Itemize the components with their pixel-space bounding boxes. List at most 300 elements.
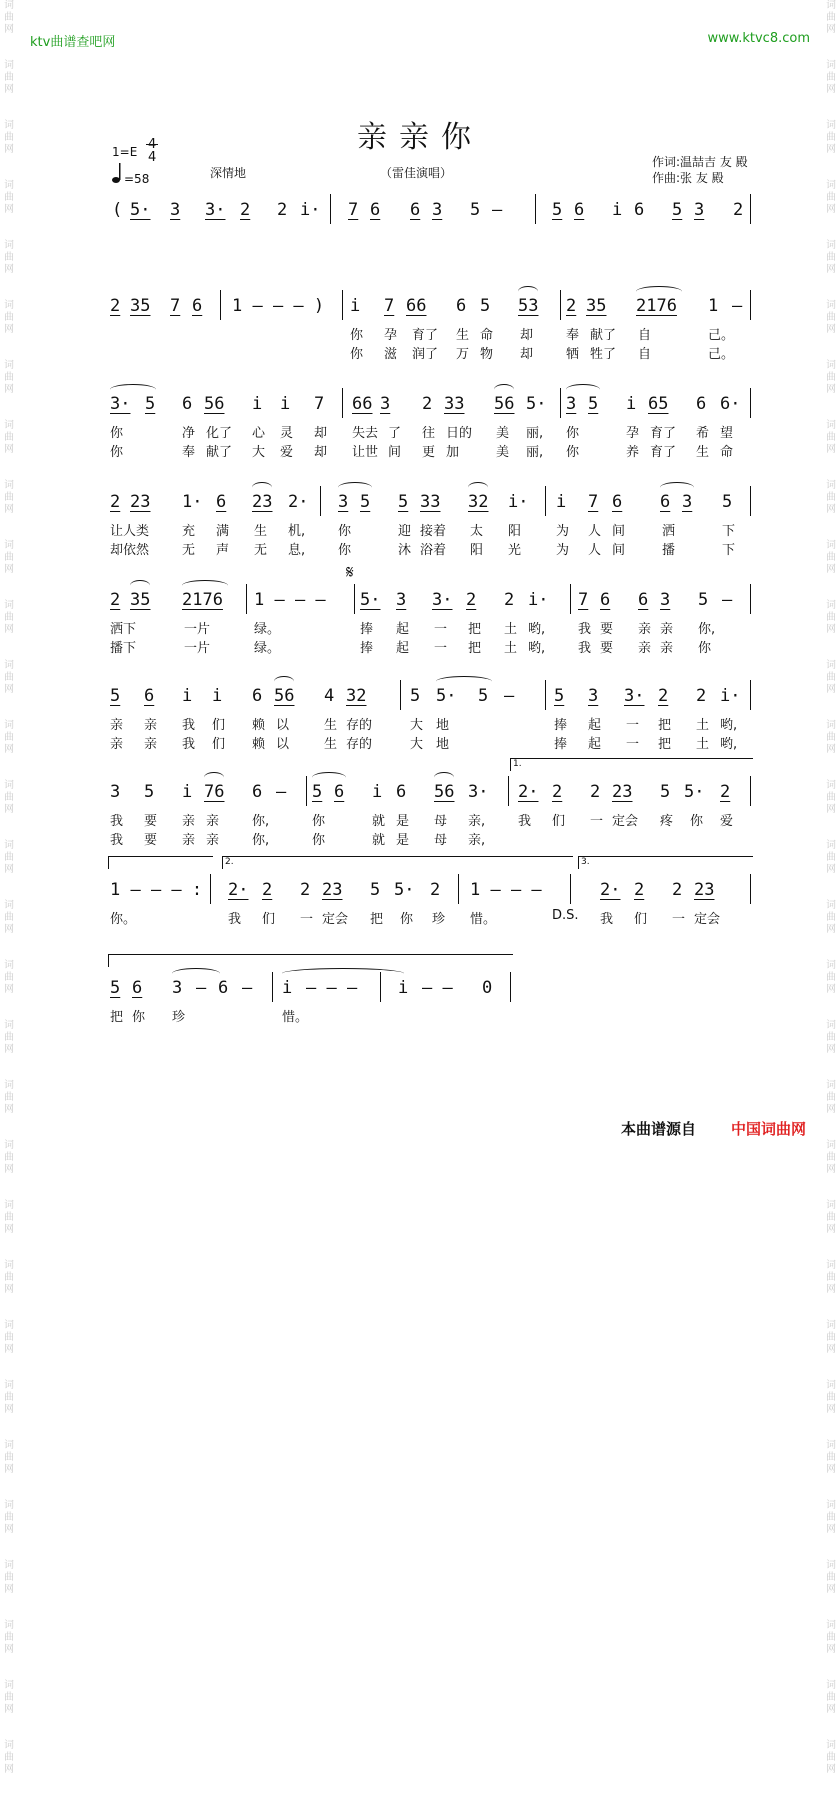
slur xyxy=(172,968,220,979)
note: 5 xyxy=(360,492,371,512)
note: 2 xyxy=(566,296,577,316)
lyric-word: 一 xyxy=(300,912,314,927)
lyric-word: 地 xyxy=(436,737,450,752)
lyric-word: 一 xyxy=(626,718,640,733)
lyric-word: 亲 xyxy=(182,833,196,848)
lyric-word: 滋 xyxy=(384,347,398,362)
lyric-word: 珍 xyxy=(172,1010,186,1025)
lyric-word: 你 xyxy=(350,328,364,343)
note: 1 xyxy=(708,296,719,316)
lyric-word: 母 xyxy=(434,814,448,829)
slur xyxy=(468,482,488,493)
slur xyxy=(252,482,272,493)
lyric-word: 捧 xyxy=(554,718,568,733)
note: 2 xyxy=(110,296,121,316)
barline xyxy=(272,972,273,1002)
lyric-word: 却 xyxy=(520,328,534,343)
tempo-marking: =58 xyxy=(124,172,150,186)
lyric-line xyxy=(0,829,840,847)
note: i· xyxy=(720,686,741,706)
note: 6 xyxy=(696,394,707,414)
note: i xyxy=(626,394,637,414)
barline xyxy=(354,584,355,614)
lyric-word: 失去 xyxy=(352,426,379,441)
lyric-word: 日的 xyxy=(446,426,473,441)
note: 6 xyxy=(334,782,345,802)
lyric-word: 接着 xyxy=(420,524,447,539)
lyric-word: 洒下 xyxy=(110,622,137,637)
lyric-word: 我 xyxy=(518,814,532,829)
lyric-word: 心 xyxy=(252,426,266,441)
lyric-word: 捧 xyxy=(554,737,568,752)
note: 65 xyxy=(648,394,669,414)
lyric-word: 充 xyxy=(182,524,196,539)
lyric-word: 要 xyxy=(600,622,614,637)
note: 5 xyxy=(110,978,121,998)
lyric-word: 起 xyxy=(396,622,410,637)
barline xyxy=(750,584,751,614)
note: 6 xyxy=(252,686,263,706)
note: 35 xyxy=(130,296,151,316)
lyric-word: 大 xyxy=(410,718,424,733)
note: 3· xyxy=(468,782,489,802)
lyric-word: 要 xyxy=(144,814,158,829)
note: 1· xyxy=(182,492,203,512)
note: 4 xyxy=(324,686,335,706)
lyric-word: 孕 xyxy=(626,426,640,441)
lyric-word: 命 xyxy=(720,445,734,460)
slur xyxy=(436,676,492,687)
slur xyxy=(518,286,538,297)
lyric-word: 润了 xyxy=(412,347,439,362)
lyric-line xyxy=(0,422,840,440)
performer: （雷佳演唱） xyxy=(380,166,453,180)
lyric-word: 你 xyxy=(698,641,712,656)
volta-bracket: 2. xyxy=(222,856,573,869)
note: 3· xyxy=(432,590,453,610)
note: 6 xyxy=(396,782,407,802)
slur xyxy=(338,482,372,493)
barline xyxy=(400,680,401,710)
note: 32 xyxy=(346,686,367,706)
lyric-word: 亲 xyxy=(110,718,124,733)
note: i xyxy=(612,200,623,220)
note: 2· xyxy=(600,880,621,900)
lyric-word: 生 xyxy=(324,718,338,733)
lyric-word: 土 xyxy=(504,622,518,637)
slur xyxy=(660,482,694,493)
lyric-word: 我 xyxy=(578,622,592,637)
note: 5 xyxy=(110,686,121,706)
lyric-word: 满 xyxy=(216,524,230,539)
slur xyxy=(110,384,156,395)
lyric-word: 却 xyxy=(520,347,534,362)
lyric-line xyxy=(0,637,840,655)
note: 5 xyxy=(145,394,156,414)
barline xyxy=(560,290,561,320)
lyric-word: 我 xyxy=(182,737,196,752)
lyric-word: 赖 xyxy=(252,718,266,733)
lyric-word: 丽, xyxy=(526,445,544,460)
lyric-word: 育了 xyxy=(412,328,439,343)
note: 3· xyxy=(624,686,645,706)
barline xyxy=(545,680,546,710)
note: 1 – – – : xyxy=(110,880,203,900)
volta-bracket xyxy=(108,954,513,967)
barline xyxy=(508,776,509,806)
note: 6 xyxy=(612,492,623,512)
note: 5 xyxy=(698,590,709,610)
lyric-word: 亲 xyxy=(206,833,220,848)
lyric-word: 播下 xyxy=(110,641,137,656)
note: 2· xyxy=(228,880,249,900)
note: 3 xyxy=(566,394,577,414)
note: 56 xyxy=(494,394,515,414)
lyric-word: 绿。 xyxy=(254,622,281,637)
note: 2 xyxy=(110,590,121,610)
note: – – – xyxy=(306,978,358,998)
note: 5 xyxy=(552,200,563,220)
lyric-word: 间 xyxy=(388,445,402,460)
lyric-line xyxy=(0,810,840,828)
lyric-word: 一 xyxy=(590,814,604,829)
lyric-word: 间 xyxy=(612,524,626,539)
lyric-word: 奉 xyxy=(566,328,580,343)
note: i xyxy=(280,394,291,414)
note: 23 xyxy=(252,492,273,512)
note: 1 – – – xyxy=(254,590,326,610)
note: 33 xyxy=(420,492,441,512)
note: 6 xyxy=(182,394,193,414)
note: 5 xyxy=(398,492,409,512)
lyric-word: 土 xyxy=(696,737,710,752)
source-link-right[interactable]: www.ktvc8.com xyxy=(707,31,810,46)
lyric-word: 美 xyxy=(496,445,510,460)
lyric-word: 生 xyxy=(456,328,470,343)
note: 76 xyxy=(204,782,225,802)
slur xyxy=(204,772,224,783)
note: 3 xyxy=(110,782,121,802)
note: 3 xyxy=(172,978,183,998)
lyric-word: 声 xyxy=(216,543,230,558)
barline xyxy=(750,486,751,516)
lyric-word: 把 xyxy=(658,718,672,733)
lyric-word: 亲, xyxy=(468,833,486,848)
note: 5 xyxy=(672,200,683,220)
note: 2 xyxy=(733,200,744,220)
note: 3 xyxy=(682,492,693,512)
note: 7 xyxy=(314,394,325,414)
slur xyxy=(312,772,346,783)
lyric-word: 我 xyxy=(578,641,592,656)
note: 2· xyxy=(518,782,539,802)
volta-bracket: 3. xyxy=(578,856,753,869)
lyric-word: 把 xyxy=(468,622,482,637)
lyric-word: 亲 xyxy=(144,737,158,752)
lyric-word: 一 xyxy=(626,737,640,752)
lyric-word: 我 xyxy=(110,833,124,848)
note: 5 xyxy=(370,880,381,900)
lyric-word: 让人类 xyxy=(110,524,150,539)
expression-marking: 深情地 xyxy=(210,166,247,180)
note: 2 xyxy=(262,880,273,900)
note: i xyxy=(398,978,409,998)
note-line xyxy=(0,759,840,808)
lyric-line xyxy=(0,441,840,459)
lyric-word: 却依然 xyxy=(110,543,150,558)
lyric-word: 阳 xyxy=(470,543,484,558)
barline xyxy=(342,388,343,418)
note: 35 xyxy=(130,590,151,610)
lyric-word: 阳 xyxy=(508,524,522,539)
lyric-word: 亲 xyxy=(110,737,124,752)
note: 5 xyxy=(722,492,733,512)
lyric-word: 哟, xyxy=(720,737,738,752)
barline xyxy=(330,194,331,224)
lyric-word: 以 xyxy=(276,737,290,752)
lyric-word: 把 xyxy=(110,1010,124,1025)
lyric-word: 我 xyxy=(110,814,124,829)
lyric-word: 一片 xyxy=(184,622,211,637)
lyric-word: 要 xyxy=(144,833,158,848)
footer-source-site[interactable]: 中国词曲网 xyxy=(730,1120,806,1138)
lyric-word: 更 xyxy=(422,445,436,460)
lyric-word: 以 xyxy=(276,718,290,733)
lyric-word: 母 xyxy=(434,833,448,848)
note: 1 – – – ) xyxy=(232,296,325,316)
note: 2 xyxy=(422,394,433,414)
note: 2 xyxy=(658,686,669,706)
note: 3· xyxy=(110,394,131,414)
lyric-word: 你 xyxy=(110,426,124,441)
note-line xyxy=(0,857,840,906)
note: 6 xyxy=(192,296,203,316)
slur xyxy=(636,286,682,297)
lyric-line xyxy=(0,539,840,557)
lyric-word: 人 xyxy=(588,524,602,539)
lyric-word: 让世 xyxy=(352,445,379,460)
slur xyxy=(566,384,600,395)
lyric-word: 你 xyxy=(350,347,364,362)
lyricist-credit: 作词:温喆吉 友 殿 xyxy=(652,155,748,169)
note: 6 xyxy=(218,978,229,998)
lyric-word: 灵 xyxy=(280,426,294,441)
note-line xyxy=(0,978,840,1004)
note: 2 xyxy=(300,880,311,900)
note: 3 xyxy=(338,492,349,512)
lyric-word: 生 xyxy=(324,737,338,752)
barline xyxy=(535,194,536,224)
lyric-word: 万 xyxy=(456,347,470,362)
lyric-word: 往 xyxy=(422,426,436,441)
note: 6· xyxy=(720,394,741,414)
lyric-word: 太 xyxy=(470,524,484,539)
note: 3 xyxy=(660,590,671,610)
slur xyxy=(434,772,454,783)
lyric-word: 你, xyxy=(698,622,716,637)
lyric-word: 孕 xyxy=(384,328,398,343)
lyric-word: 你 xyxy=(690,814,704,829)
source-link-left[interactable]: ktv曲谱查吧网 xyxy=(30,35,116,50)
lyric-word: 光 xyxy=(508,543,522,558)
lyric-word: 生 xyxy=(696,445,710,460)
barline xyxy=(750,680,751,710)
note: 7 xyxy=(170,296,181,316)
barline xyxy=(210,874,211,904)
barline xyxy=(570,874,571,904)
note: – xyxy=(196,978,207,998)
lyric-word: 为 xyxy=(556,543,570,558)
note: 2 xyxy=(720,782,731,802)
lyric-word: 一 xyxy=(672,912,686,927)
lyric-word: D.S. xyxy=(552,908,579,923)
lyric-word: 化了 xyxy=(206,426,233,441)
slur xyxy=(282,968,404,979)
note: 23 xyxy=(694,880,715,900)
lyric-word: 机, xyxy=(288,524,306,539)
lyric-word: 希 xyxy=(696,426,710,441)
slur xyxy=(182,580,228,591)
lyric-word: 起 xyxy=(588,718,602,733)
lyric-line xyxy=(0,1006,840,1024)
note: 7 xyxy=(348,200,359,220)
note: i xyxy=(372,782,383,802)
note: 5· xyxy=(684,782,705,802)
lyric-word: 要 xyxy=(600,641,614,656)
quarter-note-icon xyxy=(112,162,122,184)
lyric-word: 把 xyxy=(468,641,482,656)
note: i xyxy=(350,296,361,316)
note: 5 xyxy=(660,782,671,802)
lyric-line xyxy=(0,733,840,751)
lyric-word: 赖 xyxy=(252,737,266,752)
note: 6 xyxy=(574,200,585,220)
lyric-word: 为 xyxy=(556,524,570,539)
lyric-word: 望 xyxy=(720,426,734,441)
lyric-word: 捧 xyxy=(360,622,374,637)
lyric-word: 存的 xyxy=(346,737,373,752)
lyric-word: 们 xyxy=(212,737,226,752)
time-signature-rule xyxy=(146,144,158,145)
lyric-word: 沐 xyxy=(398,543,412,558)
note: 6 xyxy=(144,686,155,706)
note: 5· xyxy=(394,880,415,900)
lyric-line xyxy=(0,908,840,926)
note: 2 xyxy=(552,782,563,802)
lyric-word: 你 xyxy=(110,445,124,460)
note: 7 xyxy=(588,492,599,512)
note-line xyxy=(0,394,840,420)
note: 5· xyxy=(130,200,151,220)
lyric-word: 播 xyxy=(662,543,676,558)
note: 56 xyxy=(274,686,295,706)
barline xyxy=(560,388,561,418)
note: 56 xyxy=(434,782,455,802)
note: 5 xyxy=(588,394,599,414)
note: 5 xyxy=(480,296,491,316)
note: 3 xyxy=(694,200,705,220)
note: i xyxy=(282,978,293,998)
note: 2· xyxy=(288,492,309,512)
note: 2 xyxy=(696,686,707,706)
lyric-word: 惜。 xyxy=(282,1010,309,1025)
note: 2 xyxy=(110,492,121,512)
note: 35 xyxy=(586,296,607,316)
note-line xyxy=(0,562,840,616)
lyric-word: 你 xyxy=(312,833,326,848)
note: 2 xyxy=(430,880,441,900)
watermark-right: 词 曲 网 词 曲 网 词 曲 网 词 曲 网 词 曲 网 词 曲 网 词 曲 网 词 曲 网 词 曲 网 词 曲 网 词 曲 网 词 曲 网 词 曲 网 词 曲 网 词 曲 网 词 曲 网 词 曲 网 词 曲 网 词 曲 网 词 曲 网 词 曲 网 词 曲 网 词 曲 网 词 曲 网 词 曲 网 词 曲 网 词 曲 网 词 曲 网 词 曲 网 词 曲 网 xyxy=(826,0,836,1775)
note: – xyxy=(242,978,253,998)
lyric-line xyxy=(0,618,840,636)
lyric-word: 们 xyxy=(212,718,226,733)
note: 2 xyxy=(590,782,601,802)
lyric-word: 你 xyxy=(132,1010,146,1025)
time-signature-bottom: 4 xyxy=(148,150,157,165)
lyric-word: 自 xyxy=(638,347,652,362)
slur xyxy=(130,580,150,591)
barline xyxy=(570,584,571,614)
lyric-word: 育了 xyxy=(650,445,677,460)
lyric-word: 加 xyxy=(446,445,460,460)
lyric-word: 哟, xyxy=(720,718,738,733)
barline xyxy=(750,874,751,904)
lyric-word: 亲 xyxy=(660,622,674,637)
lyric-word: 就 xyxy=(372,833,386,848)
note: i· xyxy=(508,492,529,512)
lyric-line xyxy=(0,520,840,538)
segno-icon: 𝄋 xyxy=(346,562,354,583)
lyric-word: 献了 xyxy=(590,328,617,343)
note: 2176 xyxy=(636,296,677,316)
lyric-word: 了 xyxy=(388,426,402,441)
lyric-word: 起 xyxy=(396,641,410,656)
lyric-word: 起 xyxy=(588,737,602,752)
lyric-word: 你, xyxy=(252,814,270,829)
note: 6 xyxy=(634,200,645,220)
slur xyxy=(274,676,294,687)
barline xyxy=(510,972,511,1002)
volta-bracket xyxy=(108,856,213,869)
lyric-word: 是 xyxy=(396,833,410,848)
note: 33 xyxy=(444,394,465,414)
lyric-word: 物 xyxy=(480,347,494,362)
barline xyxy=(342,290,343,320)
lyric-word: 们 xyxy=(634,912,648,927)
note: 5· xyxy=(526,394,547,414)
lyric-word: 人 xyxy=(588,543,602,558)
note: 5 xyxy=(312,782,323,802)
lyric-word: 疼 xyxy=(660,814,674,829)
lyric-word: 定会 xyxy=(694,912,721,927)
song-title: 亲亲你 xyxy=(357,120,483,155)
lyric-line xyxy=(0,324,840,342)
composer-credit: 作曲:张 友 殿 xyxy=(652,171,724,185)
lyric-word: 你。 xyxy=(110,912,137,927)
note: i xyxy=(182,686,193,706)
lyric-word: 一片 xyxy=(184,641,211,656)
slur xyxy=(494,384,514,395)
note: i xyxy=(252,394,263,414)
barline xyxy=(246,584,247,614)
note: ( xyxy=(112,200,123,220)
lyric-word: 大 xyxy=(410,737,424,752)
barline xyxy=(545,486,546,516)
lyric-word: 哟, xyxy=(528,641,546,656)
note: 53 xyxy=(518,296,539,316)
lyric-word: 爱 xyxy=(280,445,294,460)
note: 2176 xyxy=(182,590,223,610)
